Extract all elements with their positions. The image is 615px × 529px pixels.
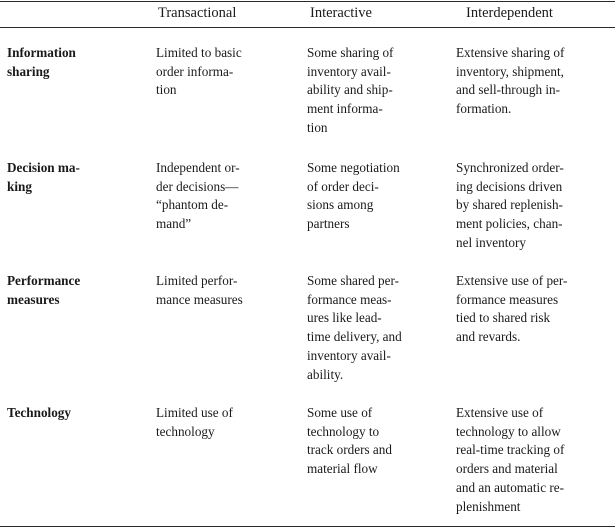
cell-transactional-technology: Limited use of technology: [156, 405, 233, 439]
cell-interdependent-decision-making: Synchronized order- ing decisions driven by shared replenish- ment policies, chan- nel inventory: [456, 160, 564, 250]
cell-transactional-performance-measures: Limited perfor- mance measures: [156, 273, 243, 307]
row-header-information-sharing: Information sharing: [7, 45, 76, 79]
row-header-decision-making: Decision ma- king: [7, 160, 80, 194]
cell-transactional-information-sharing: Limited to basic order informa- tion: [156, 45, 242, 98]
cell-interactive-information-sharing: Some sharing of inventory avail- ability and ship- ment informa- tion: [307, 45, 394, 135]
column-header-interdependent: Interdependent: [466, 5, 553, 21]
row-header-performance-measures: Performance measures: [7, 273, 81, 307]
cell-interdependent-technology: Extensive use of technology to allow real-time tracking of orders and material and an automatic re- plenishment: [456, 405, 565, 514]
cell-transactional-decision-making: Independent or- der decisions— “phantom de- mand”: [156, 160, 240, 232]
cell-interdependent-performance-measures: Extensive use of per- formance measures tied to shared risk and revards.: [456, 273, 568, 345]
table-top-rule: [0, 1, 615, 2]
cell-interactive-performance-measures: Some shared per- formance meas- ures like lead- time delivery, and inventory avail- ability.: [307, 273, 402, 382]
table-bottom-rule: [0, 526, 615, 527]
cell-interactive-decision-making: Some negotiation of order deci- sions among partners: [307, 160, 400, 232]
cell-interdependent-information-sharing: Extensive sharing of inventory, shipment, and sell-through in- formation.: [456, 45, 565, 117]
row-header-technology: Technology: [7, 405, 71, 420]
header-rule: [0, 27, 615, 28]
cell-interactive-technology: Some use of technology to track orders and material flow: [307, 405, 392, 477]
column-header-transactional: Transactional: [158, 5, 237, 21]
column-header-interactive: Interactive: [310, 5, 372, 21]
